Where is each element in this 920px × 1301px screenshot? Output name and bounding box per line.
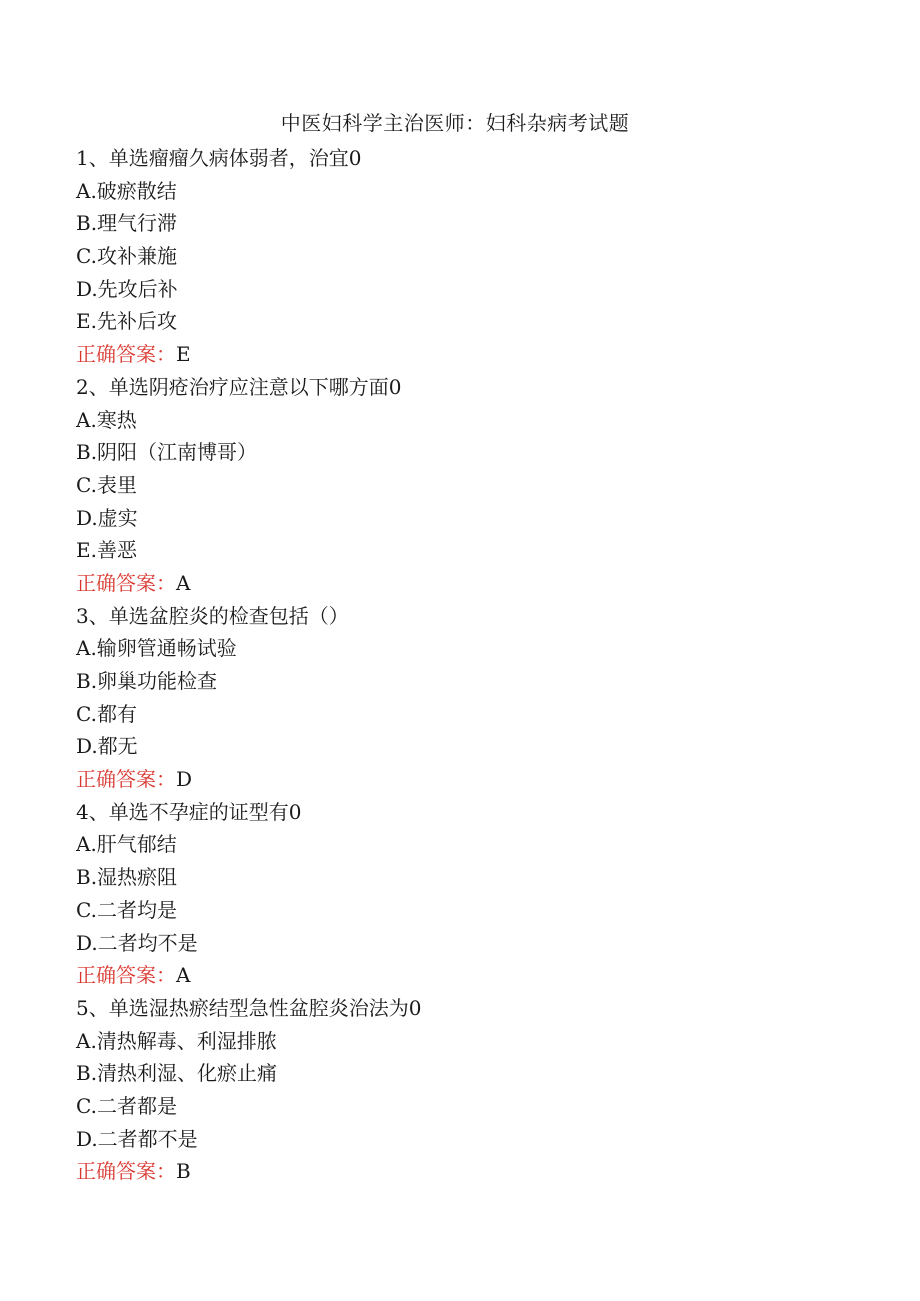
answer-option: D.都无 bbox=[76, 734, 138, 759]
question-block bbox=[76, 992, 856, 1188]
answer-option: A.肝气郁结 bbox=[76, 832, 177, 857]
correct-answer-label: 正确答案： bbox=[76, 767, 176, 792]
answer-option: B.卵巢功能检查 bbox=[76, 669, 218, 693]
answer-option: B.湿热瘀阻 bbox=[76, 865, 178, 890]
question-stem: 3、单选盆腔炎的检查包括（） bbox=[76, 603, 349, 628]
answer-option: B.理气行滞 bbox=[76, 211, 178, 236]
answer-option: C.表里 bbox=[76, 472, 137, 497]
correct-answer-value: E bbox=[176, 342, 191, 367]
question-stem: 5、单选湿热瘀结型急性盆腔炎治法为0 bbox=[76, 995, 422, 1020]
correct-answer-label: 正确答案： bbox=[76, 570, 176, 595]
answer-option: E.善恶 bbox=[76, 538, 137, 563]
question-block bbox=[76, 371, 856, 600]
correct-answer-value: D bbox=[176, 767, 193, 792]
correct-answer-line bbox=[76, 1155, 856, 1188]
answer-option: E.先补后攻 bbox=[76, 309, 177, 334]
correct-answer-line bbox=[76, 763, 856, 796]
answer-option: C.都有 bbox=[76, 701, 137, 726]
correct-answer-value: B bbox=[176, 1159, 191, 1184]
answer-option: A.输卵管通畅试验 bbox=[76, 636, 237, 661]
correct-answer-value: A bbox=[176, 963, 191, 988]
question-list bbox=[76, 142, 856, 1188]
answer-option: C.二者均是 bbox=[76, 897, 177, 922]
correct-answer-label: 正确答案： bbox=[76, 1159, 176, 1184]
correct-answer-label: 正确答案： bbox=[76, 963, 176, 988]
answer-option: D.虚实 bbox=[76, 505, 138, 530]
answer-option: A.寒热 bbox=[76, 407, 137, 432]
correct-answer-line bbox=[76, 567, 856, 600]
question-block bbox=[76, 796, 856, 992]
answer-option: A.破瘀散结 bbox=[76, 178, 177, 203]
answer-option: D.二者均不是 bbox=[76, 930, 198, 955]
question-block bbox=[76, 142, 856, 371]
correct-answer-line bbox=[76, 959, 856, 992]
question-stem: 4、单选不孕症的证型有0 bbox=[76, 799, 302, 824]
question-block bbox=[76, 600, 856, 796]
answer-option: B.阴阳（江南博哥） bbox=[76, 440, 258, 465]
correct-answer-line bbox=[76, 338, 856, 371]
answer-option: D.二者都不是 bbox=[76, 1126, 198, 1151]
answer-option: D.先攻后补 bbox=[76, 276, 178, 301]
question-stem: 2、单选阴疮治疗应注意以下哪方面0 bbox=[76, 374, 402, 399]
document-title: 中医妇科学主治医师：妇科杂病考试题 bbox=[280, 111, 630, 135]
answer-option: C.攻补兼施 bbox=[76, 244, 177, 269]
answer-option: C.二者都是 bbox=[76, 1093, 177, 1118]
answer-option: B.清热利湿、化瘀止痛 bbox=[76, 1061, 278, 1086]
correct-answer-value: A bbox=[176, 570, 191, 595]
answer-option: A.清热解毒、利湿排脓 bbox=[76, 1028, 277, 1053]
correct-answer-label: 正确答案： bbox=[76, 342, 176, 367]
question-stem: 1、单选瘤瘤久病体弱者，治宜0 bbox=[76, 146, 362, 170]
